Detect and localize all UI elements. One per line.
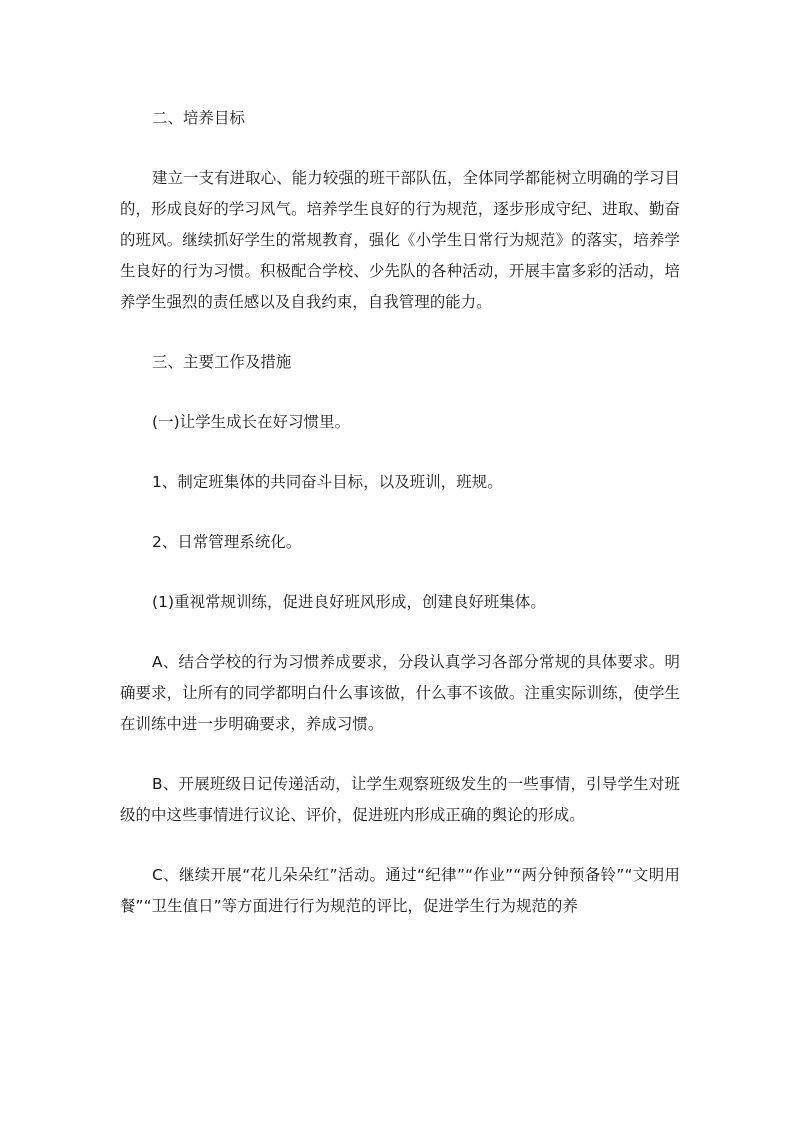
section-heading-main-work: 三、主要工作及措施 <box>152 353 292 371</box>
item-1-class-goals: 1、制定班集体的共同奋斗目标，以及班训，班规。 <box>152 473 503 491</box>
item-2-daily-management: 2、日常管理系统化。 <box>152 533 302 551</box>
paragraph-item-c: C、继续开展“花儿朵朵红”活动。通过“纪律”“作业”“两分钟预备铃”“文明用餐”“卫生值日”等方面进行行为规范的评比，促进学生行为规范的养 <box>120 866 680 915</box>
subheading-good-habits: (一)让学生成长在好习惯里。 <box>152 413 351 431</box>
document-body <box>120 103 680 922</box>
paragraph-item-b: B、开展班级日记传递活动，让学生观察班级发生的一些事情，引导学生对班级的中这些事情进行议论、评价，促进班内形成正确的舆论的形成。 <box>120 775 680 824</box>
item-1-routine-training: (1)重视常规训练，促进良好班风形成，创建良好班集体。 <box>152 593 546 611</box>
paragraph-item-a: A、结合学校的行为习惯养成要求，分段认真学习各部分常规的具体要求。明确要求，让所有的同学都明白什么事该做，什么事不该做。注重实际训练，使学生在训练中进一步明确要求，养成习惯。 <box>120 653 680 733</box>
paragraph-goals-description: 建立一支有进取心、能力较强的班干部队伍，全体同学都能树立明确的学习目的，形成良好的学习风气。培养学生良好的行为规范，逐步形成守纪、进取、勤奋的班风。继续抓好学生的常规教育，强化《小学生日常行为规范》的落实，培养学生良好的行为习惯。积极配合学校、少先队的各种活动，开展丰富多彩的活动，培养学生强烈的责任感以及自我约束，自我管理的能力。 <box>120 169 680 311</box>
section-heading-training-goals: 二、培养目标 <box>152 109 245 127</box>
